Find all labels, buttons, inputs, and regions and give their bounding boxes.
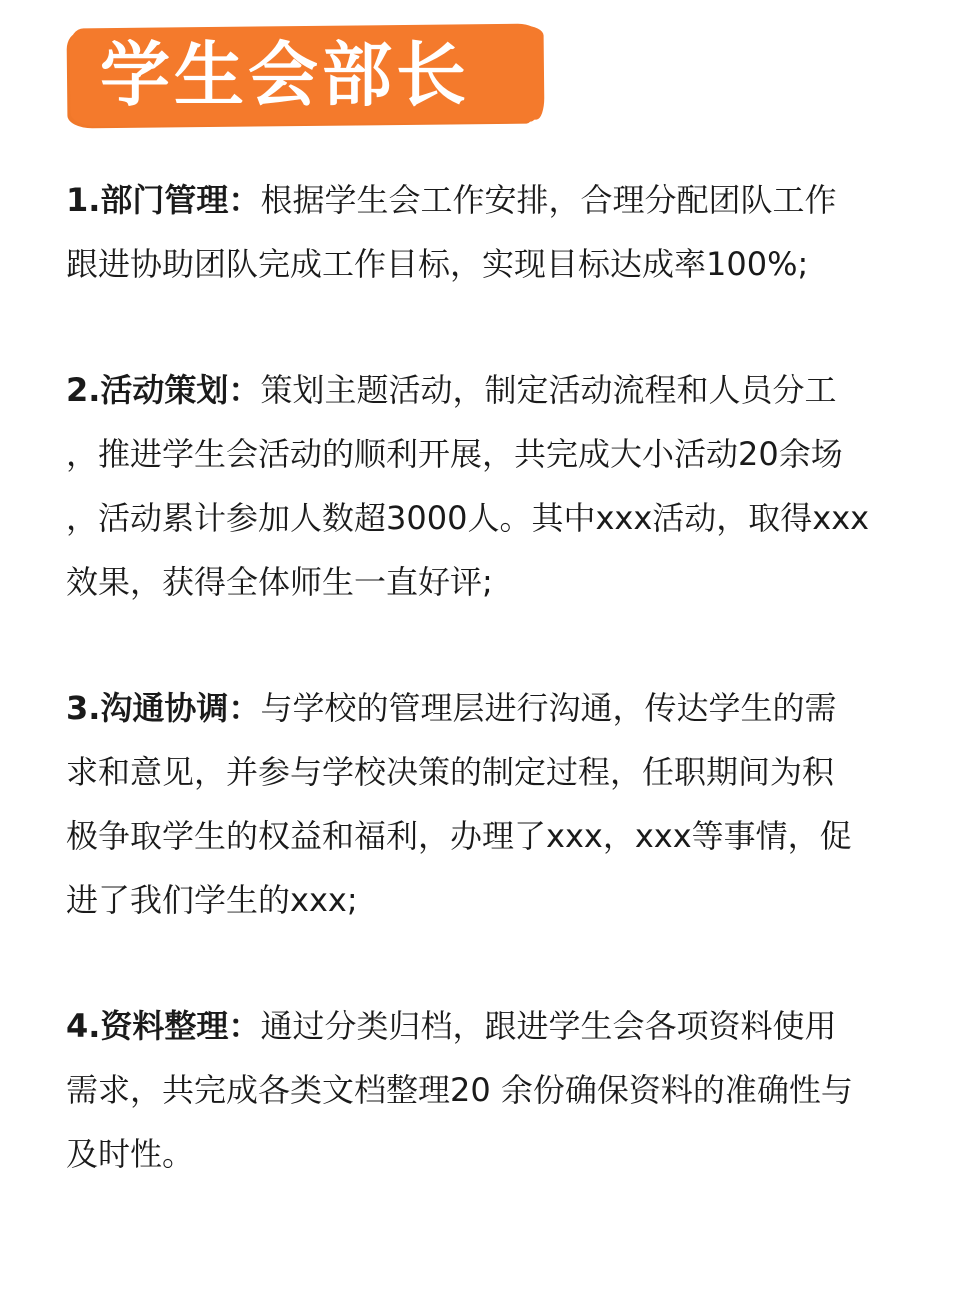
section-line	[66, 676, 936, 740]
section-label: 4.资料整理：	[66, 1007, 261, 1045]
section-document-organization	[66, 994, 936, 1186]
section-paragraph	[66, 676, 936, 932]
section-line: 极争取学生的权益和福利，办理了xxx，xxx等事情，促	[66, 817, 852, 855]
section-text: 通过分类归档，跟进学生会各项资料使用	[260, 1007, 837, 1045]
section-label: 1.部门管理：	[66, 181, 261, 219]
section-text: 与学校的管理层进行沟通，传达学生的需	[260, 689, 837, 727]
section-line: 进了我们学生的xxx;	[66, 881, 358, 919]
section-text: 策划主题活动，制定活动流程和人员分工	[260, 371, 837, 409]
section-line: 效果，获得全体师生一直好评;	[66, 563, 493, 601]
section-communication	[66, 676, 936, 932]
section-line: 需求，共完成各类文档整理20 余份确保资料的准确性与	[66, 1071, 853, 1109]
section-label: 3.沟通协调：	[66, 689, 261, 727]
section-event-planning	[66, 358, 936, 614]
section-department-management	[66, 168, 936, 296]
section-line: 跟进协助团队完成工作目标，实现目标达成率100%;	[66, 245, 809, 283]
section-paragraph	[66, 168, 936, 296]
section-paragraph	[66, 358, 936, 614]
section-line	[66, 358, 936, 422]
section-text: 根据学生会工作安排，合理分配团队工作	[260, 181, 837, 219]
section-line: 及时性。	[66, 1135, 195, 1173]
section-line	[66, 168, 936, 232]
section-line: ，活动累计参加人数超3000人。其中xxx活动，取得xxx	[66, 499, 870, 537]
section-line	[66, 994, 936, 1058]
section-paragraph	[66, 994, 936, 1186]
page-title: 学生会部长	[100, 34, 470, 116]
section-label: 2.活动策划：	[66, 371, 261, 409]
section-line: ，推进学生会活动的顺利开展，共完成大小活动20余场	[66, 435, 843, 473]
content	[66, 168, 936, 1248]
section-line: 求和意见，并参与学校决策的制定过程，任职期间为积	[66, 753, 835, 791]
